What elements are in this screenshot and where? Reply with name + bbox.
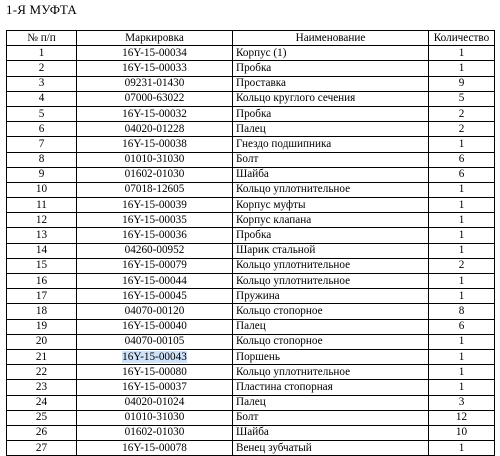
table-row <box>7 122 495 137</box>
cell-mark: 16Y-15-00078 <box>77 441 233 456</box>
cell-qty: 1 <box>429 334 495 349</box>
cell-name: Кольцо круглого сечения <box>233 91 429 106</box>
cell-qty: 1 <box>429 243 495 258</box>
cell-num: 5 <box>7 106 77 121</box>
cell-mark: 04070-00120 <box>77 304 233 319</box>
cell-mark: 16Y-15-00040 <box>77 319 233 334</box>
cell-num: 23 <box>7 380 77 395</box>
cell-name: Пробка <box>233 228 429 243</box>
cell-name: Болт <box>233 152 429 167</box>
cell-name: Кольцо стопорное <box>233 334 429 349</box>
cell-name: Шарик стальной <box>233 243 429 258</box>
cell-name: Палец <box>233 122 429 137</box>
table-row <box>7 61 495 76</box>
cell-num: 1 <box>7 46 77 61</box>
cell-mark: 04260-00952 <box>77 243 233 258</box>
cell-mark: 16Y-15-00037 <box>77 380 233 395</box>
cell-name: Шайба <box>233 425 429 440</box>
cell-name: Гнездо подшипника <box>233 137 429 152</box>
cell-qty: 1 <box>429 349 495 364</box>
table-row <box>7 228 495 243</box>
header-mark: Маркировка <box>77 31 233 46</box>
table-row <box>7 410 495 425</box>
cell-mark: 04020-01024 <box>77 395 233 410</box>
cell-num: 2 <box>7 61 77 76</box>
cell-num: 13 <box>7 228 77 243</box>
cell-mark: 04020-01228 <box>77 122 233 137</box>
cell-qty: 2 <box>429 106 495 121</box>
table-row <box>7 198 495 213</box>
cell-name: Поршень <box>233 349 429 364</box>
cell-num: 8 <box>7 152 77 167</box>
cell-mark: 01010-31030 <box>77 152 233 167</box>
table-row <box>7 258 495 273</box>
cell-name: Болт <box>233 410 429 425</box>
cell-name: Палец <box>233 395 429 410</box>
cell-name: Кольцо уплотнительное <box>233 365 429 380</box>
cell-name: Пробка <box>233 106 429 121</box>
cell-mark: 01602-01030 <box>77 425 233 440</box>
cell-qty: 1 <box>429 274 495 289</box>
table-row <box>7 304 495 319</box>
cell-mark: 16Y-15-00035 <box>77 213 233 228</box>
cell-qty: 1 <box>429 365 495 380</box>
table-row <box>7 243 495 258</box>
cell-qty: 12 <box>429 410 495 425</box>
cell-mark: 07000-63022 <box>77 91 233 106</box>
cell-mark: 16Y-15-00079 <box>77 258 233 273</box>
cell-qty: 1 <box>429 137 495 152</box>
cell-qty: 9 <box>429 76 495 91</box>
cell-qty: 1 <box>429 182 495 197</box>
cell-qty: 1 <box>429 61 495 76</box>
cell-name: Кольцо уплотнительное <box>233 182 429 197</box>
cell-qty: 1 <box>429 441 495 456</box>
table-row <box>7 349 495 364</box>
cell-mark: 16Y-15-00039 <box>77 198 233 213</box>
cell-num: 12 <box>7 213 77 228</box>
table-row <box>7 395 495 410</box>
cell-mark: 09231-01430 <box>77 76 233 91</box>
header-qty: Количество <box>429 31 495 46</box>
cell-mark: 16Y-15-00033 <box>77 61 233 76</box>
cell-num: 20 <box>7 334 77 349</box>
cell-num: 17 <box>7 289 77 304</box>
cell-qty: 6 <box>429 152 495 167</box>
table-row <box>7 213 495 228</box>
table-row <box>7 182 495 197</box>
cell-num: 10 <box>7 182 77 197</box>
cell-num: 27 <box>7 441 77 456</box>
cell-mark: 16Y-15-00045 <box>77 289 233 304</box>
cell-qty: 1 <box>429 289 495 304</box>
table-row <box>7 441 495 456</box>
table-row <box>7 152 495 167</box>
cell-qty: 3 <box>429 395 495 410</box>
cell-name: Кольцо уплотнительное <box>233 258 429 273</box>
cell-qty: 6 <box>429 319 495 334</box>
table-row <box>7 365 495 380</box>
cell-name: Кольцо уплотнительное <box>233 274 429 289</box>
cell-num: 6 <box>7 122 77 137</box>
table-row <box>7 91 495 106</box>
cell-mark <box>77 349 233 364</box>
cell-name: Пружина <box>233 289 429 304</box>
header-row <box>7 31 495 46</box>
cell-name: Палец <box>233 319 429 334</box>
parts-table <box>6 30 495 456</box>
cell-qty: 10 <box>429 425 495 440</box>
cell-qty: 1 <box>429 46 495 61</box>
table-header <box>7 31 495 46</box>
cell-mark: 01602-01030 <box>77 167 233 182</box>
cell-num: 24 <box>7 395 77 410</box>
cell-qty: 1 <box>429 213 495 228</box>
cell-name: Корпус клапана <box>233 213 429 228</box>
cell-mark: 16Y-15-00044 <box>77 274 233 289</box>
cell-qty: 2 <box>429 122 495 137</box>
page-title: 1-Я МУФТА <box>6 2 77 17</box>
cell-mark: 16Y-15-00080 <box>77 365 233 380</box>
cell-num: 15 <box>7 258 77 273</box>
cell-num: 18 <box>7 304 77 319</box>
table-row <box>7 274 495 289</box>
cell-num: 7 <box>7 137 77 152</box>
table-row <box>7 380 495 395</box>
table-row <box>7 76 495 91</box>
cell-mark: 16Y-15-00036 <box>77 228 233 243</box>
cell-mark: 16Y-15-00032 <box>77 106 233 121</box>
table-row <box>7 319 495 334</box>
table-row <box>7 334 495 349</box>
cell-mark: 16Y-15-00038 <box>77 137 233 152</box>
table-row <box>7 289 495 304</box>
cell-num: 25 <box>7 410 77 425</box>
cell-num: 21 <box>7 349 77 364</box>
cell-qty: 6 <box>429 167 495 182</box>
cell-mark: 16Y-15-00034 <box>77 46 233 61</box>
cell-name: Шайба <box>233 167 429 182</box>
cell-num: 26 <box>7 425 77 440</box>
cell-name: Кольцо стопорное <box>233 304 429 319</box>
cell-num: 14 <box>7 243 77 258</box>
cell-qty: 1 <box>429 228 495 243</box>
cell-num: 19 <box>7 319 77 334</box>
cell-num: 9 <box>7 167 77 182</box>
cell-name: Корпус (1) <box>233 46 429 61</box>
cell-qty: 2 <box>429 258 495 273</box>
table-row <box>7 46 495 61</box>
cell-num: 22 <box>7 365 77 380</box>
cell-qty: 5 <box>429 91 495 106</box>
cell-num: 16 <box>7 274 77 289</box>
cell-mark: 01010-31030 <box>77 410 233 425</box>
cell-name: Венец зубчатый <box>233 441 429 456</box>
header-name: Наименование <box>233 31 429 46</box>
cell-mark: 04070-00105 <box>77 334 233 349</box>
cell-name: Пробка <box>233 61 429 76</box>
selected-text: 16Y-15-00043 <box>122 350 187 363</box>
cell-name: Пластина стопорная <box>233 380 429 395</box>
cell-num: 11 <box>7 198 77 213</box>
cell-num: 4 <box>7 91 77 106</box>
table-body <box>7 46 495 456</box>
table-row <box>7 167 495 182</box>
cell-name: Корпус муфты <box>233 198 429 213</box>
table-row <box>7 425 495 440</box>
header-num: № п/п <box>7 31 77 46</box>
table-row <box>7 106 495 121</box>
cell-mark: 07018-12605 <box>77 182 233 197</box>
table-row <box>7 137 495 152</box>
cell-num: 3 <box>7 76 77 91</box>
cell-qty: 8 <box>429 304 495 319</box>
cell-name: Проставка <box>233 76 429 91</box>
cell-qty: 1 <box>429 198 495 213</box>
cell-qty: 1 <box>429 380 495 395</box>
